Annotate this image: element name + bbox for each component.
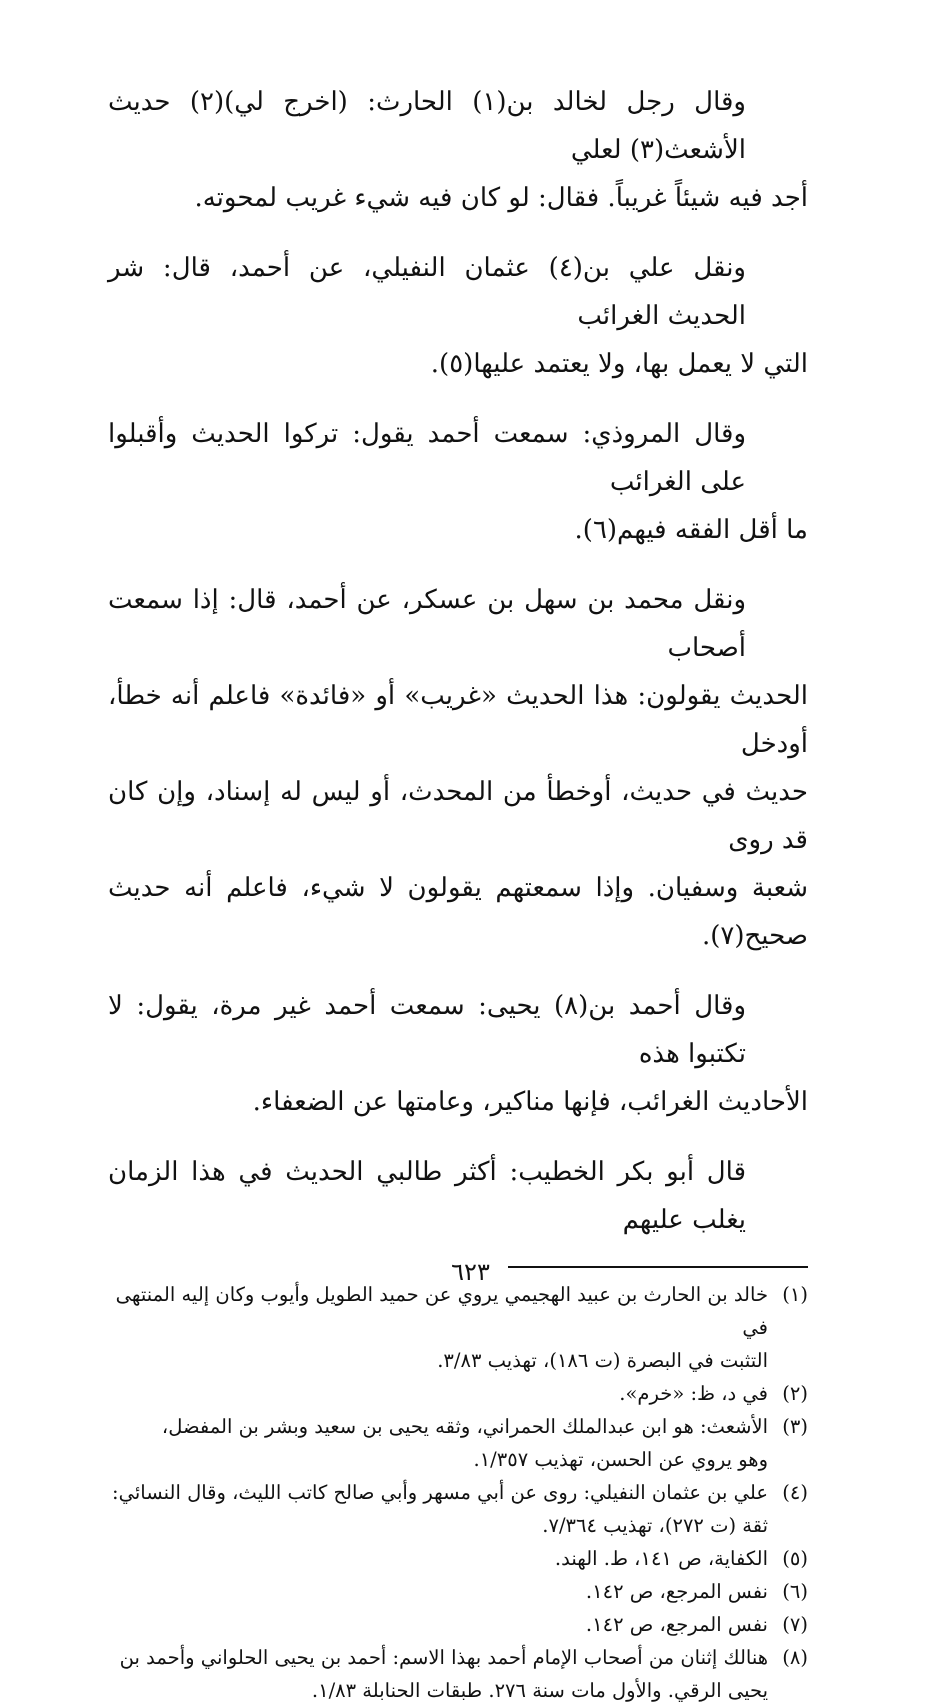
footnote-line: نفس المرجع، ص ١٤٢. <box>585 1613 768 1636</box>
text-line: الأحاديث الغرائب، فإنها مناكير، وعامتها عن الضعفاء. <box>252 1087 808 1117</box>
text-line: شعبة وسفيان. وإذا سمعتهم يقولون لا شيء، فاعلم أنه حديث صحيح(٧). <box>108 873 808 951</box>
footnote-number: (١) <box>782 1283 808 1306</box>
footnote-line: في د، ظ: «خرم». <box>619 1382 768 1405</box>
footnote-line: الكفاية، ص ١٤١، ط. الهند. <box>554 1547 768 1570</box>
footnote-body <box>108 1608 768 1641</box>
paragraph-5 <box>108 982 808 1126</box>
text-line: ونقل علي بن(٤) عثمان النفيلي، عن أحمد، قال: شر الحديث الغرائب <box>108 253 746 331</box>
footnote-3 <box>108 1410 808 1476</box>
footnote-body <box>108 1542 768 1575</box>
footnote-body <box>108 1641 768 1707</box>
text-line: ونقل محمد بن سهل بن عسكر، عن أحمد، قال: إذا سمعت أصحاب <box>108 585 746 663</box>
text-line: حديث في حديث، أوخطأ من المحدث، أو ليس له إسناد، وإن كان قد روى <box>108 777 808 855</box>
text-line: الحديث يقولون: هذا الحديث «غريب» أو «فائدة» فاعلم أنه خطأ، أودخل <box>108 681 808 759</box>
footnote-5 <box>108 1542 808 1575</box>
page-number: ٦٢٣ <box>451 1258 490 1286</box>
footnote-number: (٤) <box>782 1481 808 1504</box>
footnote-line: نفس المرجع، ص ١٤٢. <box>585 1580 768 1603</box>
footnote-line: يحيى الرقي. والأول مات سنة ٢٧٦. طبقات الحنابلة ١/٨٣. <box>311 1679 768 1702</box>
text-line: وقال أحمد بن(٨) يحيى: سمعت أحمد غير مرة، يقول: لا تكتبوا هذه <box>108 991 746 1069</box>
footnote-line: وهو يروي عن الحسن، تهذيب ١/٣٥٧. <box>473 1448 768 1471</box>
footnote-number: (٢) <box>782 1382 808 1405</box>
footnote-body <box>108 1377 768 1410</box>
paragraph-6 <box>108 1148 808 1244</box>
footnote-2 <box>108 1377 808 1410</box>
text-line: أجد فيه شيئاً غريباً. فقال: لو كان فيه شيء غريب لمحوته. <box>194 183 808 213</box>
footnote-1 <box>108 1278 808 1377</box>
footnote-6 <box>108 1575 808 1608</box>
footnote-line: خالد بن الحارث بن عبيد الهجيمي يروي عن حميد الطويل وأيوب وكان إليه المنتهى في <box>115 1283 768 1339</box>
footnote-number: (٨) <box>782 1646 808 1669</box>
footnote-body <box>108 1575 768 1608</box>
footnote-4 <box>108 1476 808 1542</box>
footnote-line: علي بن عثمان النفيلي: روى عن أبي مسهر وأبي صالح كاتب الليث، وقال النسائي: <box>112 1481 768 1504</box>
paragraph-4 <box>108 576 808 960</box>
footnote-number: (٥) <box>782 1547 808 1570</box>
footnote-8 <box>108 1641 808 1707</box>
text-line: وقال رجل لخالد بن(١) الحارث: (اخرج لي)(٢) حديث الأشعث(٣) لعلي <box>108 87 746 165</box>
footnote-number: (٧) <box>782 1613 808 1636</box>
paragraph-2 <box>108 244 808 388</box>
text-line: التي لا يعمل بها، ولا يعتمد عليها(٥). <box>430 349 808 379</box>
footnotes <box>108 1278 808 1707</box>
footnote-body <box>108 1410 768 1476</box>
footnote-body <box>108 1278 768 1377</box>
footnote-body <box>108 1476 768 1542</box>
footnote-7 <box>108 1608 808 1641</box>
text-line: قال أبو بكر الخطيب: أكثر طالبي الحديث في هذا الزمان يغلب عليهم <box>108 1157 746 1235</box>
footnote-number: (٣) <box>782 1415 808 1438</box>
footnote-number: (٦) <box>782 1580 808 1603</box>
paragraph-1 <box>108 78 808 222</box>
paragraph-3 <box>108 410 808 554</box>
main-text <box>108 78 808 1244</box>
footnote-line: هنالك إثنان من أصحاب الإمام أحمد بهذا الاسم: أحمد بن يحيى الحلواني وأحمد بن <box>119 1646 768 1669</box>
footnote-line: ثقة (ت ٢٧٢)، تهذيب ٧/٣٦٤. <box>542 1514 768 1537</box>
text-line: وقال المروذي: سمعت أحمد يقول: تركوا الحديث وأقبلوا على الغرائب <box>108 419 746 497</box>
page-body <box>108 78 808 1707</box>
footnote-line: الأشعث: هو ابن عبدالملك الحمراني، وثقه يحيى بن سعيد وبشر بن المفضل، <box>161 1415 768 1438</box>
text-line: ما أقل الفقه فيهم(٦). <box>574 515 808 545</box>
footnote-line: التثبت في البصرة (ت ١٨٦)، تهذيب ٣/٨٣. <box>437 1349 768 1372</box>
